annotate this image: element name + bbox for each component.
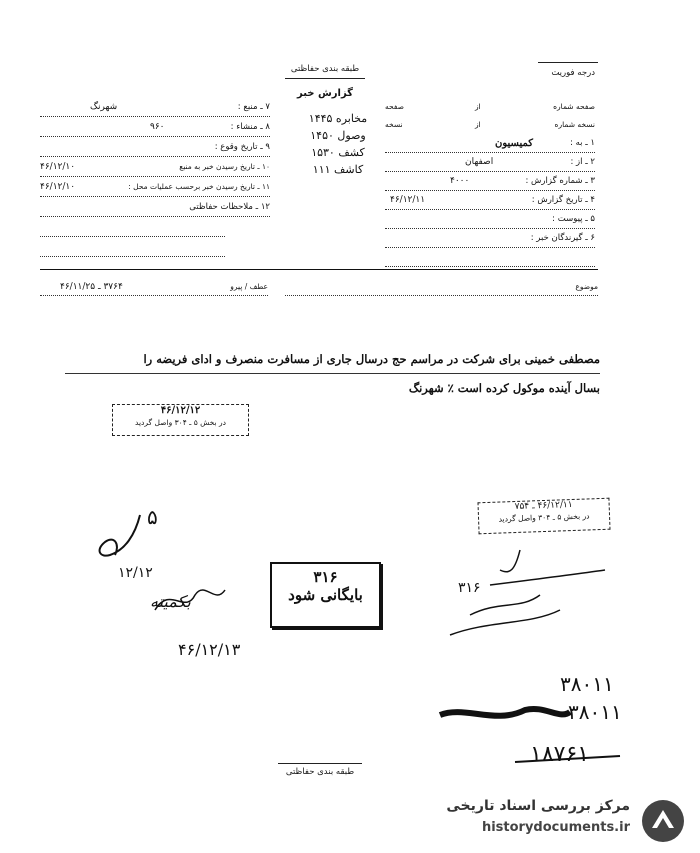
signature-center: [430, 540, 610, 660]
field-label: صفحه شماره: [553, 102, 595, 111]
body-line-2: بسال آینده موکول کرده است ٪ شهرنگ: [408, 381, 600, 395]
body-line-1: مصطفی خمینی برای شرکت در مراسم حج درسال جاری از مسافرت منصرف و ادای فریضه را: [65, 345, 600, 374]
field-label: ۱ ـ به :: [570, 138, 595, 148]
field-value: ۴۰۰۰: [450, 176, 470, 186]
subject-line: [285, 282, 598, 296]
note-center-num: ۳۱۶: [458, 580, 481, 596]
body-text: [60, 345, 600, 402]
note-left-upper: ۵: [147, 505, 158, 529]
field-label: ۷ ـ منبع :: [237, 102, 270, 112]
handwriting-line: مخابره ۱۴۴۵: [308, 112, 368, 125]
field-label: ۱۲ ـ ملاحظات حفاظتی: [189, 202, 270, 212]
field-middle: از: [475, 120, 481, 129]
field-origin: [40, 122, 270, 137]
stamp-text: در بخش ۵ ـ ۳۰۴ واصل گردید: [135, 418, 226, 427]
blank-line: [40, 222, 225, 237]
field-label: نسخه شماره: [554, 120, 595, 129]
note-left-mid: ۱۲/۱۲: [118, 565, 153, 581]
field-source: [40, 102, 270, 117]
field-recipients: [385, 233, 595, 248]
field-label: ۴ ـ تاریخ گزارش :: [531, 195, 595, 205]
field-label: ۲ ـ از :: [570, 157, 595, 167]
field-middle: از: [475, 102, 481, 111]
field-copy-number: [385, 120, 595, 134]
stamp-date: ۴۶/۱۲/۱۲: [160, 405, 201, 416]
reference-line: [40, 282, 268, 296]
note-right-num-2: ۳۸۰۱۱: [568, 700, 622, 724]
handwriting-line: کاشف ۱۱۱: [312, 163, 364, 176]
note-right-num-3: ۱۸۷۶۱: [530, 742, 590, 767]
classification-top-underline: [285, 78, 365, 79]
handwriting-line: وصول ۱۴۵۰: [310, 129, 366, 142]
field-value: شهرنگ: [90, 102, 118, 112]
field-value: ۹۶۰: [150, 122, 165, 132]
strike-bottom: [515, 750, 625, 770]
scribble-bottom: [435, 700, 575, 730]
form-separator: [40, 269, 598, 270]
archive-stamp: [270, 562, 381, 628]
note-left-date: ۴۶/۱۲/۱۳: [178, 640, 241, 659]
classification-top: طبقه بندی حفاظتی: [290, 64, 360, 74]
signature-left: [150, 580, 230, 620]
field-to: [385, 138, 595, 153]
reference-label: عطف / پیرو: [230, 282, 268, 291]
field-value: کمیسیون: [495, 138, 534, 149]
reference-value: ۳۷۶۴ ـ ۴۶/۱۱/۲۵: [60, 282, 123, 292]
subject-label: موضوع: [575, 282, 598, 291]
field-report-date: [385, 195, 595, 210]
right-fields: [385, 102, 595, 267]
field-label: ۶ ـ گیرندگان خبر :: [530, 233, 595, 243]
archive-text: بایگانی شود: [288, 586, 363, 604]
field-value: ۴۶/۱۲/۱۱: [390, 195, 426, 205]
field-label: ۱۱ ـ تاریخ رسیدن خبر برحسب عملیات محل :: [128, 182, 270, 191]
watermark-url: historydocuments.ir: [481, 820, 630, 835]
field-label: ۹ ـ تاریخ وقوع :: [214, 142, 270, 152]
archive-number: ۳۱۶: [313, 568, 338, 586]
urgency-underline: [538, 62, 598, 63]
field-label: ۵ ـ پیوست :: [552, 214, 595, 224]
stamp-text: در بخش ۵ ـ ۳۰۴ واصل گردید: [498, 511, 590, 524]
field-extra: صفحه: [385, 102, 405, 111]
classification-bottom: طبقه بندی حفاظتی: [285, 767, 355, 777]
left-fields: [40, 102, 270, 257]
field-event-date: [40, 142, 270, 157]
note-left-name: بکمیته: [150, 592, 191, 611]
field-label: ۳ ـ شماره گزارش :: [525, 176, 595, 186]
watermark-logo-icon: [640, 798, 686, 844]
classification-bottom-line: [278, 763, 362, 764]
center-handwriting: [298, 110, 378, 178]
blank-line: [385, 252, 595, 267]
report-title: گزارش خبر: [296, 88, 353, 99]
received-stamp-right: [477, 498, 610, 535]
field-from: [385, 157, 595, 172]
watermark-title: مرکز بررسی اسناد تاریخی: [446, 798, 630, 814]
field-value: اصفهان: [465, 157, 494, 167]
field-page-number: [385, 102, 595, 116]
field-security-notes: [40, 202, 270, 217]
field-label: ۱۰ ـ تاریخ رسیدن خبر به منبع: [179, 162, 270, 171]
stamp-date: ۴۶/۱۲/۱۱ ـ ۷۵۴: [514, 499, 573, 513]
field-value: ۴۶/۱۲/۱۰: [40, 182, 76, 192]
field-extra: نسخه: [385, 120, 403, 129]
field-report-number: [385, 176, 595, 191]
field-value: ۴۶/۱۲/۱۰: [40, 162, 76, 172]
field-ops-date: [40, 182, 270, 197]
blank-line: [40, 242, 225, 257]
field-attachment: [385, 214, 595, 229]
scribble-left: [90, 510, 150, 570]
received-stamp-left: [112, 404, 249, 436]
field-source-date: [40, 162, 270, 177]
urgency-label: درجه فوریت: [551, 68, 595, 78]
handwriting-line: کشف ۱۵۳۰: [311, 146, 365, 159]
note-right-num-1: ۳۸۰۱۱: [560, 672, 614, 696]
field-label: ۸ ـ منشاء :: [230, 122, 270, 132]
